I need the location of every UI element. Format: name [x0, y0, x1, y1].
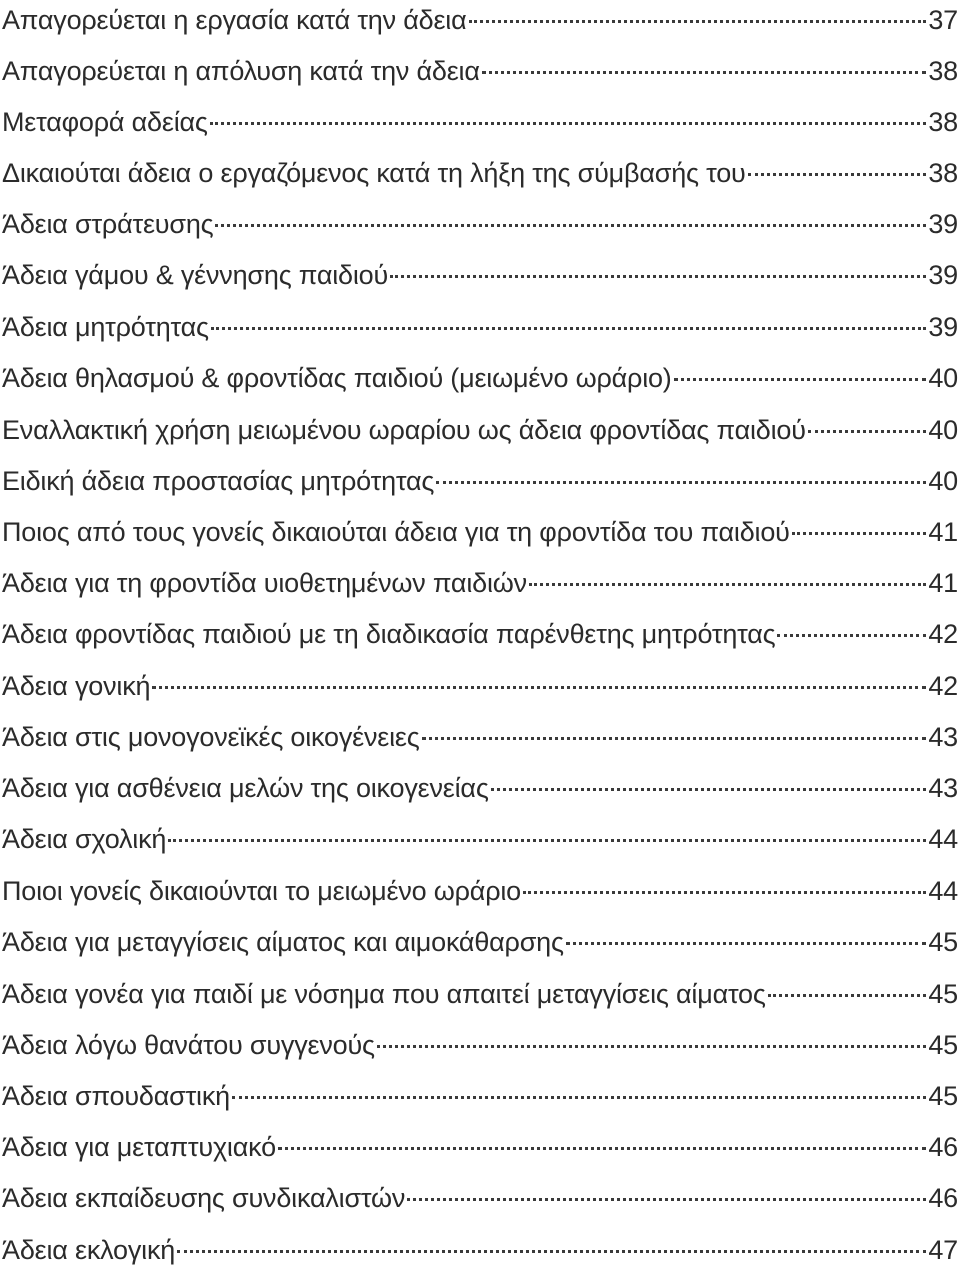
toc-entry-page: 44: [928, 876, 958, 906]
dot-leader: [491, 788, 927, 791]
toc-entry-title: Άδεια για μεταπτυχιακό: [2, 1132, 276, 1162]
toc-entry[interactable]: [0, 974, 960, 1014]
toc-entry[interactable]: [0, 768, 960, 808]
toc-entry-title: Άδεια μητρότητας: [2, 312, 209, 342]
toc-entry-title: Απαγορεύεται η εργασία κατά την άδεια: [2, 5, 467, 35]
toc-entry[interactable]: [0, 1076, 960, 1116]
toc-entry-page: 42: [928, 671, 958, 701]
toc-entry-page: 43: [928, 773, 958, 803]
toc-entry-page: 46: [928, 1183, 958, 1213]
toc-entry-page: 45: [928, 1081, 958, 1111]
toc-entry-title: Ποιος από τους γονείς δικαιούται άδεια για τη φροντίδα του παιδιού: [2, 517, 790, 547]
toc-entry-title: Άδεια για τη φροντίδα υιοθετημένων παιδιών: [2, 568, 527, 598]
toc-entry-title: Ειδική άδεια προστασίας μητρότητας: [2, 466, 435, 496]
dot-leader: [436, 481, 926, 484]
toc-entry[interactable]: [0, 410, 960, 450]
dot-leader: [422, 737, 927, 740]
toc-entry-page: 38: [928, 56, 958, 86]
toc-entry-title: Ποιοι γονείς δικαιούνται το μειωμένο ωράριο: [2, 876, 521, 906]
toc-entry[interactable]: [0, 461, 960, 501]
toc-entry-title: Δικαιούται άδεια ο εργαζόμενος κατά τη λήξη της σύμβασής του: [2, 158, 746, 188]
dot-leader: [482, 71, 927, 74]
toc-entry-title: Άδεια στις μονογονεϊκές οικογένειες: [2, 722, 420, 752]
toc-entry-title: Άδεια για ασθένεια μελών της οικογενείας: [2, 773, 489, 803]
toc-entry-title: Απαγορεύεται η απόλυση κατά την άδεια: [2, 56, 480, 86]
toc-entry-title: Άδεια σχολική: [2, 824, 167, 854]
toc-entry-page: 45: [928, 979, 958, 1009]
toc-entry-page: 39: [928, 260, 958, 290]
toc-entry[interactable]: [0, 51, 960, 91]
dot-leader: [523, 891, 926, 894]
dot-leader: [278, 1147, 926, 1150]
toc-entry-page: 46: [928, 1132, 958, 1162]
toc-entry[interactable]: [0, 102, 960, 142]
toc-entry-page: 41: [928, 517, 958, 547]
toc-entry-page: 38: [928, 158, 958, 188]
toc-entry-title: Μεταφορά αδείας: [2, 107, 208, 137]
toc-entry-page: 47: [928, 1235, 958, 1265]
toc-entry[interactable]: [0, 0, 960, 40]
dot-leader: [529, 583, 926, 586]
toc-entry-title: Άδεια σπουδαστική: [2, 1081, 230, 1111]
toc-entry[interactable]: [0, 153, 960, 193]
toc-entry[interactable]: [0, 255, 960, 295]
dot-leader: [566, 942, 927, 945]
toc-entry-page: 38: [928, 107, 958, 137]
toc-entry-page: 39: [928, 209, 958, 239]
dot-leader: [168, 839, 926, 842]
toc-entry[interactable]: [0, 358, 960, 398]
toc-entry-page: 44: [928, 824, 958, 854]
toc-entry-title: Εναλλακτική χρήση μειωμένου ωραρίου ως άδεια φροντίδας παιδιού: [2, 415, 806, 445]
toc-entry[interactable]: [0, 1025, 960, 1065]
dot-leader: [768, 994, 927, 997]
toc-entry-page: 40: [928, 415, 958, 445]
toc-entry-page: 45: [928, 927, 958, 957]
toc-entry-title: Άδεια θηλασμού & φροντίδας παιδιού (μειωμένο ωράριο): [2, 363, 672, 393]
dot-leader: [215, 224, 926, 227]
dot-leader: [748, 173, 927, 176]
toc-entry-title: Άδεια φροντίδας παιδιού με τη διαδικασία παρένθετης μητρότητας: [2, 619, 776, 649]
toc-entry-title: Άδεια για μεταγγίσεις αίματος και αιμοκάθαρσης: [2, 927, 564, 957]
toc-entry[interactable]: [0, 871, 960, 911]
dot-leader: [777, 634, 926, 637]
toc-entry-page: 41: [928, 568, 958, 598]
toc-entry[interactable]: [0, 819, 960, 859]
dot-leader: [177, 1250, 926, 1253]
toc-entry-title: Άδεια εκπαίδευσης συνδικαλιστών: [2, 1183, 406, 1213]
dot-leader: [390, 275, 926, 278]
dot-leader: [469, 20, 927, 23]
dot-leader: [792, 532, 927, 535]
toc-entry[interactable]: [0, 512, 960, 552]
toc-entry-page: 40: [928, 363, 958, 393]
dot-leader: [377, 1045, 927, 1048]
toc-entry-title: Άδεια γονική: [2, 671, 151, 701]
dot-leader: [210, 122, 927, 125]
toc-entry[interactable]: [0, 1127, 960, 1167]
toc-entry-page: 37: [928, 5, 958, 35]
toc-entry-title: Άδεια γάμου & γέννησης παιδιού: [2, 260, 389, 290]
dot-leader: [152, 686, 926, 689]
toc-entry[interactable]: [0, 204, 960, 244]
dot-leader: [808, 430, 927, 433]
toc-entry[interactable]: [0, 614, 960, 654]
toc-entry[interactable]: [0, 1230, 960, 1270]
toc-entry[interactable]: [0, 1178, 960, 1218]
toc-entry-title: Άδεια λόγω θανάτου συγγενούς: [2, 1030, 375, 1060]
toc-entry-page: 42: [928, 619, 958, 649]
toc-entry[interactable]: [0, 922, 960, 962]
dot-leader: [674, 378, 927, 381]
toc-entry-page: 40: [928, 466, 958, 496]
toc-entry-title: Άδεια γονέα για παιδί με νόσημα που απαιτεί μεταγγίσεις αίματος: [2, 979, 766, 1009]
toc-entry-page: 45: [928, 1030, 958, 1060]
toc-entry[interactable]: [0, 717, 960, 757]
dot-leader: [407, 1198, 926, 1201]
toc-entry-title: Άδεια εκλογική: [2, 1235, 176, 1265]
toc-entry-page: 43: [928, 722, 958, 752]
dot-leader: [211, 327, 927, 330]
toc-entry-title: Άδεια στράτευσης: [2, 209, 214, 239]
toc-entry[interactable]: [0, 307, 960, 347]
toc-entry[interactable]: [0, 563, 960, 603]
dot-leader: [232, 1096, 926, 1099]
toc-entry-page: 39: [928, 312, 958, 342]
toc-entry[interactable]: [0, 666, 960, 706]
